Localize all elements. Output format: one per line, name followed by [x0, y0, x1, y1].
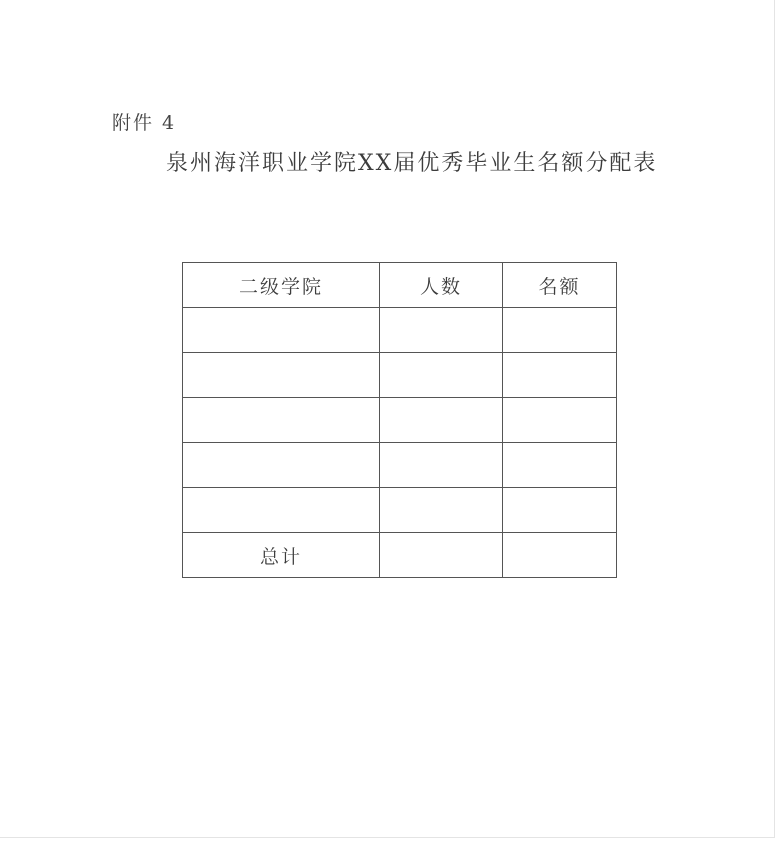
attachment-label: 附件 4 [112, 112, 177, 134]
table-cell [380, 353, 503, 398]
table-cell [380, 443, 503, 488]
table-cell [183, 308, 380, 353]
table-cell [503, 488, 617, 533]
total-quota-cell [503, 533, 617, 578]
document-title: 泉州海洋职业学院XX届优秀毕业生名额分配表 [166, 151, 658, 176]
table-cell [380, 488, 503, 533]
table-cell [503, 308, 617, 353]
total-count-cell [380, 533, 503, 578]
table-row [183, 488, 617, 533]
table-total-row [183, 533, 617, 578]
table-cell [380, 308, 503, 353]
table-header-row [183, 263, 617, 308]
table-cell [503, 398, 617, 443]
table-row [183, 353, 617, 398]
header-count: 人数 [380, 263, 503, 308]
total-label: 总计 [183, 533, 380, 578]
table-cell [183, 398, 380, 443]
table-cell [380, 398, 503, 443]
table-cell [183, 488, 380, 533]
table-cell [503, 353, 617, 398]
quota-table [182, 262, 617, 578]
table-row [183, 443, 617, 488]
table-cell [183, 353, 380, 398]
table-cell [503, 443, 617, 488]
header-quota: 名额 [503, 263, 617, 308]
table-cell [183, 443, 380, 488]
table-row [183, 398, 617, 443]
table-row [183, 308, 617, 353]
header-college: 二级学院 [183, 263, 380, 308]
